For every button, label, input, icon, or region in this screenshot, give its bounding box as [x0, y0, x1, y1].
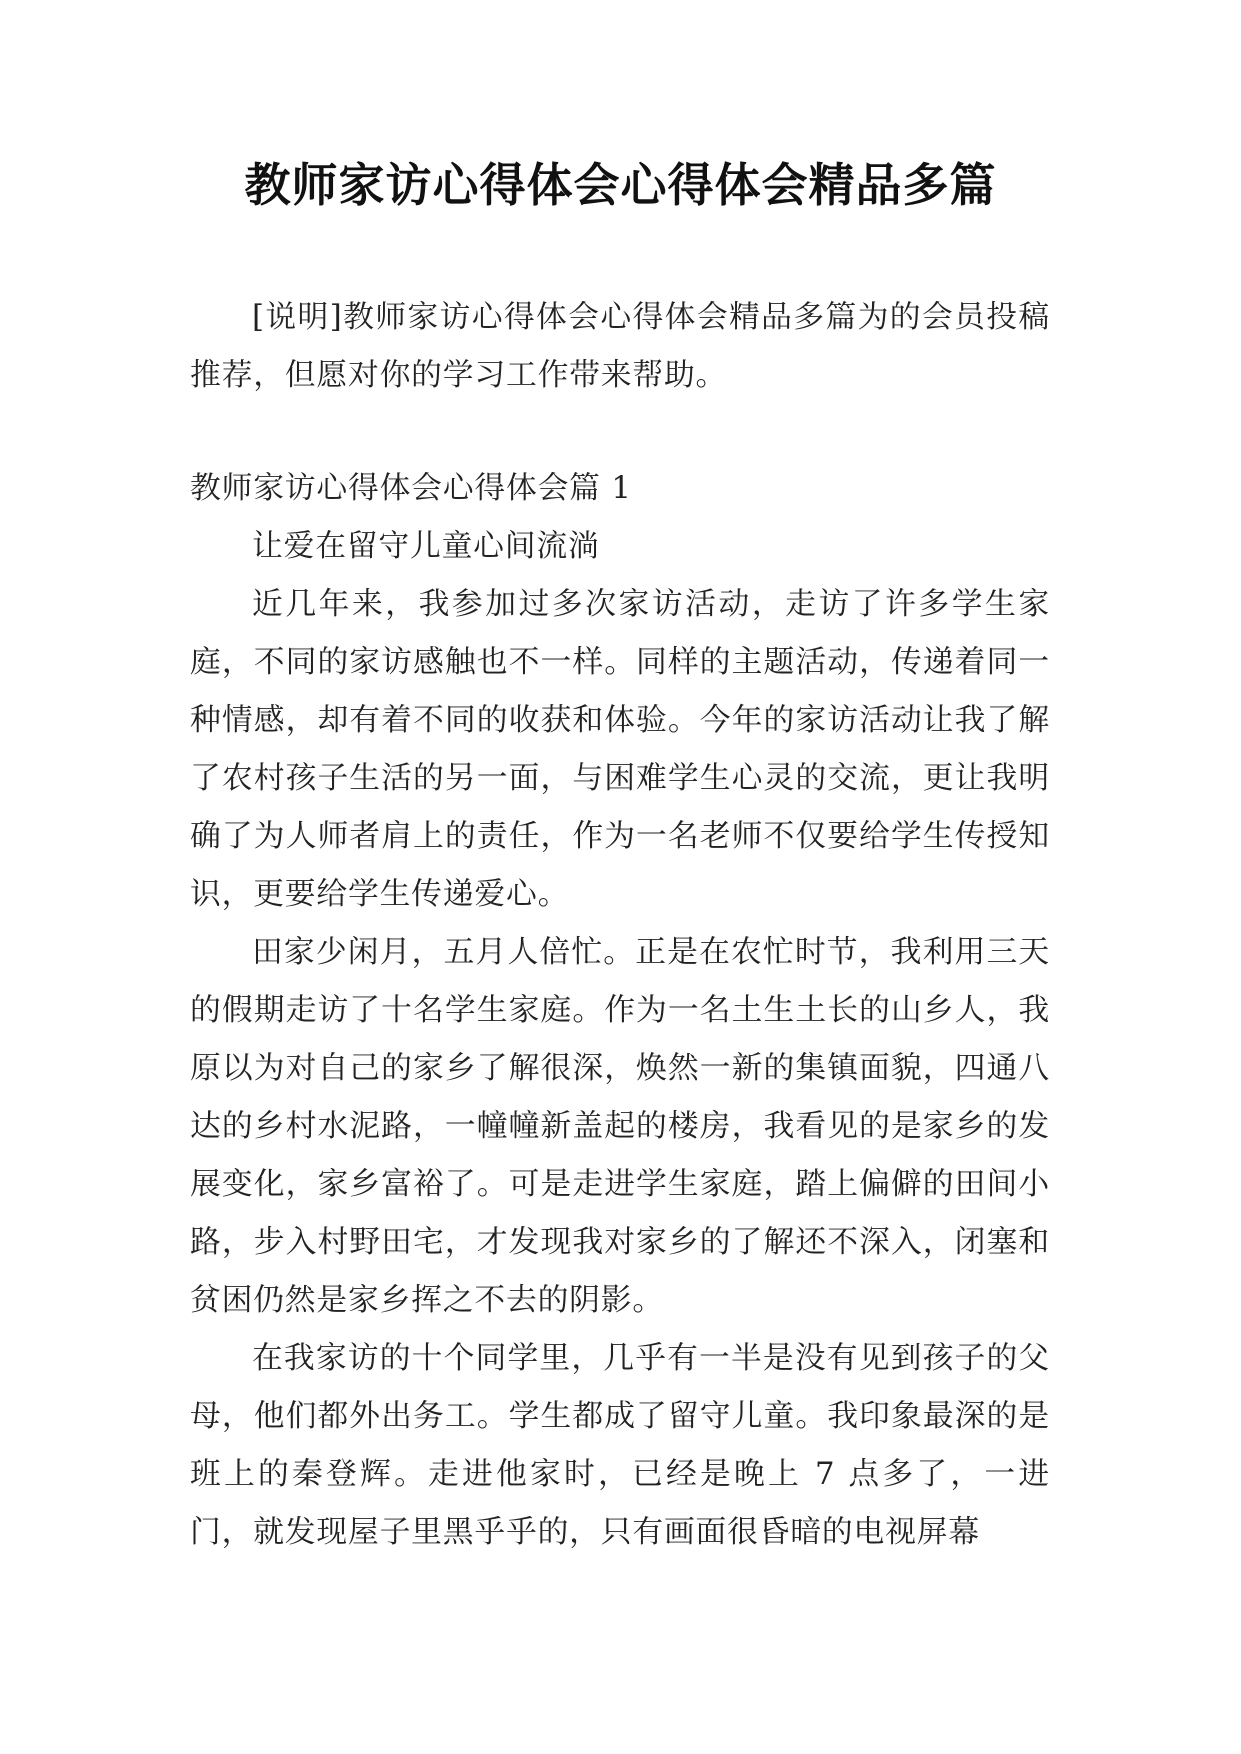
- intro-paragraph: [说明]教师家访心得体会心得体会精品多篇为的会员投稿推荐，但愿对你的学习工作带来帮助。: [190, 299, 1050, 393]
- body-paragraph: 近几年来，我参加过多次家访活动，走访了许多学生家庭，不同的家访感触也不一样。同样的主题活动，传递着同一种情感，却有着不同的收获和体验。今年的家访活动让我了解了农村孩子生活的另一面，与困难学生心灵的交流，更让我明确了为人师者肩上的责任，作为一名老师不仅要给学生传授知识，更要给学生传递爱心。: [190, 586, 1050, 912]
- section-heading: 教师家访心得体会心得体会篇 1: [190, 470, 632, 506]
- body-paragraph: 田家少闲月，五月人倍忙。正是在农忙时节，我利用三天的假期走访了十名学生家庭。作为一名土生土长的山乡人，我原以为对自己的家乡了解很深，焕然一新的集镇面貌，四通八达的乡村水泥路，一幢幢新盖起的楼房，我看见的是家乡的发展变化，家乡富裕了。可是走进学生家庭，踏上偏僻的田间小路，步入村野田宅，才发现我对家乡的了解还不深入，闭塞和贫困仍然是家乡挥之不去的阴影。: [190, 934, 1050, 1318]
- article-subtitle: 让爱在留守儿童心间流淌: [252, 528, 600, 564]
- article-body: [190, 459, 1050, 1561]
- intro-block: [190, 288, 1050, 404]
- document-title: 教师家访心得体会心得体会精品多篇: [244, 158, 997, 212]
- body-paragraph: 在我家访的十个同学里，几乎有一半是没有见到孩子的父母，他们都外出务工。学生都成了留守儿童。我印象最深的是班上的秦登辉。走进他家时，已经是晚上 7 点多了，一进门，就发现屋子里黑乎乎的，只有画面很昏暗的电视屏幕: [190, 1340, 1050, 1550]
